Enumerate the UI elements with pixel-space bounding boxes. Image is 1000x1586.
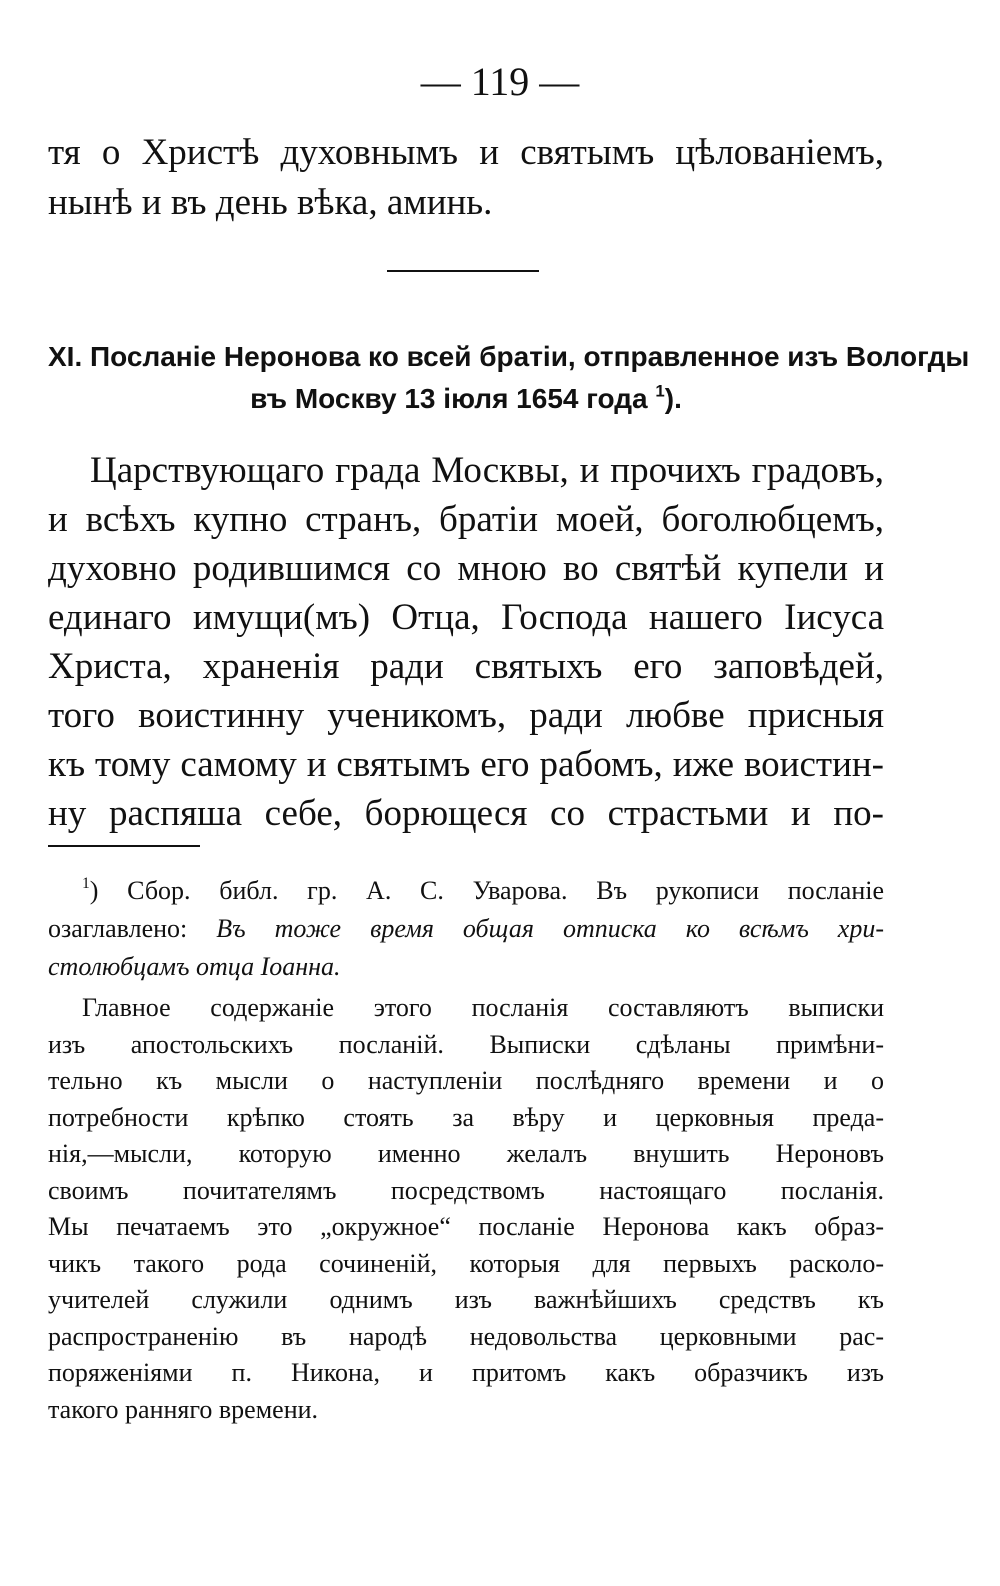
footnote-line bbox=[48, 910, 884, 948]
footnote-divider bbox=[48, 845, 200, 847]
text-line: ну распяша себе, борющеся со страстьми и по- bbox=[48, 793, 884, 834]
footnote-title-italic: Въ тоже время общая отписка ко всѣмъ хри- bbox=[216, 914, 884, 943]
page-number: — 119 — bbox=[420, 59, 580, 104]
note-line: нія,—мысли, которую именно желалъ внушить Нероновъ bbox=[48, 1139, 884, 1168]
footnote-line bbox=[48, 872, 884, 910]
note-line: тельно къ мысли о наступленіи послѣдняго времени и о bbox=[48, 1066, 884, 1095]
text-line: духовно родившимся со мною во святѣй купели и bbox=[48, 548, 884, 589]
note-line: чикъ такого рода сочиненій, которыя для первыхъ расколо- bbox=[48, 1248, 884, 1278]
text-line: и всѣхъ купно странъ, братіи моей, боголюбцемъ, bbox=[48, 499, 884, 540]
note-line: Главное содержаніе этого посланія составляютъ выписки bbox=[82, 993, 884, 1022]
note-line: Мы печатаемъ это „окружное“ посланіе Неронова какъ образ- bbox=[48, 1212, 884, 1241]
note-line: изъ апостольскихъ посланій. Выписки сдѣланы примѣни- bbox=[48, 1029, 884, 1059]
footnote-mark: 1 bbox=[82, 875, 90, 893]
heading-text: въ Москву 13 іюля 1654 года bbox=[250, 383, 648, 414]
editorial-note bbox=[48, 990, 884, 1428]
footnote-title-italic: столюбцамъ отца Іоанна. bbox=[48, 952, 341, 981]
footnote-reference: 1 bbox=[655, 381, 665, 401]
heading-closing: ). bbox=[664, 383, 682, 414]
footnote-text: ) Сбор. библ. гр. А. С. Уварова. Въ рукописи посланіе bbox=[89, 876, 884, 905]
note-line: своимъ почитателямъ посредствомъ настоящаго посланія. bbox=[48, 1175, 884, 1205]
continuation-text bbox=[48, 128, 884, 228]
section-heading bbox=[48, 336, 970, 420]
section-divider bbox=[387, 270, 539, 272]
note-line: распространенію въ народѣ недовольства церковными рас- bbox=[48, 1321, 884, 1351]
heading-line bbox=[48, 378, 884, 420]
footnote-text: озаглавлено: bbox=[48, 914, 217, 943]
text-line: Царствующаго града Москвы, и прочихъ градовъ, bbox=[90, 450, 884, 491]
footnote bbox=[48, 872, 884, 986]
note-line: такого ранняго времени. bbox=[48, 1394, 319, 1424]
text-line: тя о Христѣ духовнымъ и святымъ цѣлованіемъ, bbox=[48, 132, 884, 173]
text-line: къ тому самому и святымъ его рабомъ, иже воистин- bbox=[48, 744, 884, 785]
note-line: потребности крѣпко стоять за вѣру и церковныя преда- bbox=[48, 1102, 884, 1132]
text-line: того воистинну ученикомъ, ради любве присныя bbox=[48, 695, 884, 736]
epistle-body bbox=[48, 446, 884, 838]
footnote-line bbox=[48, 948, 884, 986]
text-line: нынѣ и въ день вѣка, аминь. bbox=[48, 182, 493, 223]
text-line: единаго имущи(мъ) Отца, Господа нашего Іисуса bbox=[48, 597, 884, 638]
note-line: учителей служили однимъ изъ важнѣйшихъ средствъ къ bbox=[48, 1285, 884, 1314]
heading-line: XI. Посланіе Неронова ко всей братіи, отправленное изъ Вологды bbox=[48, 341, 970, 372]
note-line: поряженіями п. Никона, и притомъ какъ образчикъ изъ bbox=[48, 1358, 884, 1387]
text-line: Христа, храненія ради святыхъ его заповѣдей, bbox=[48, 646, 884, 687]
